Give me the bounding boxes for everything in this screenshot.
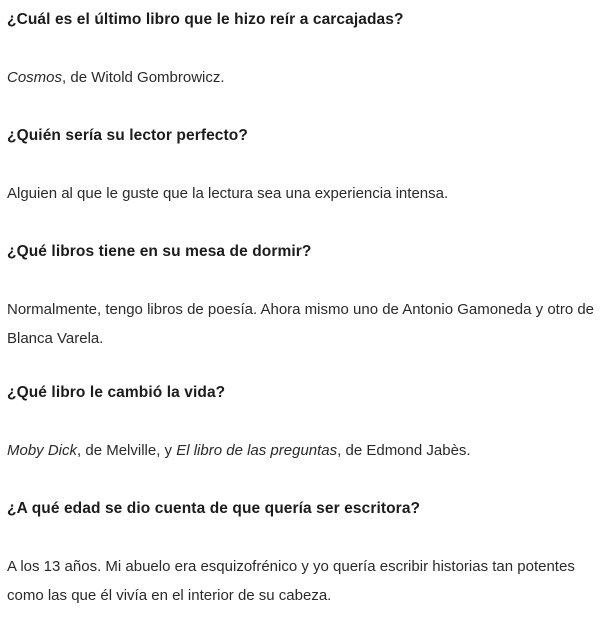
question-4: ¿Qué libro le cambió la vida? [7,384,226,401]
book-title: Moby Dick [7,442,78,459]
answer-1 [7,63,595,92]
answer-text: , de Melville, y [77,442,177,459]
question-3: ¿Qué libros tiene en su mesa de dormir? [7,243,312,260]
answer-5: A los 13 años. Mi abuelo era esquizofrénico y yo quería escribir historias tan potentes como las que él vivía en el interior de su cabeza. [7,558,575,604]
book-title: El libro de las preguntas [176,442,338,459]
answer-4 [7,436,595,465]
answer-text: , de Witold Gombrowicz. [62,69,225,86]
answer-2: Alguien al que le guste que la lectura sea una experiencia intensa. [7,185,449,202]
question-5: ¿A qué edad se dio cuenta de que quería ser escritora? [7,500,421,517]
answer-3: Normalmente, tengo libros de poesía. Ahora mismo uno de Antonio Gamoneda y otro de Blanca Varela. [7,301,595,347]
question-2: ¿Quién sería su lector perfecto? [7,127,248,144]
book-title: Cosmos [7,69,63,86]
question-1: ¿Cuál es el último libro que le hizo reír a carcajadas? [7,11,404,28]
answer-text: , de Edmond Jabès. [337,442,471,459]
